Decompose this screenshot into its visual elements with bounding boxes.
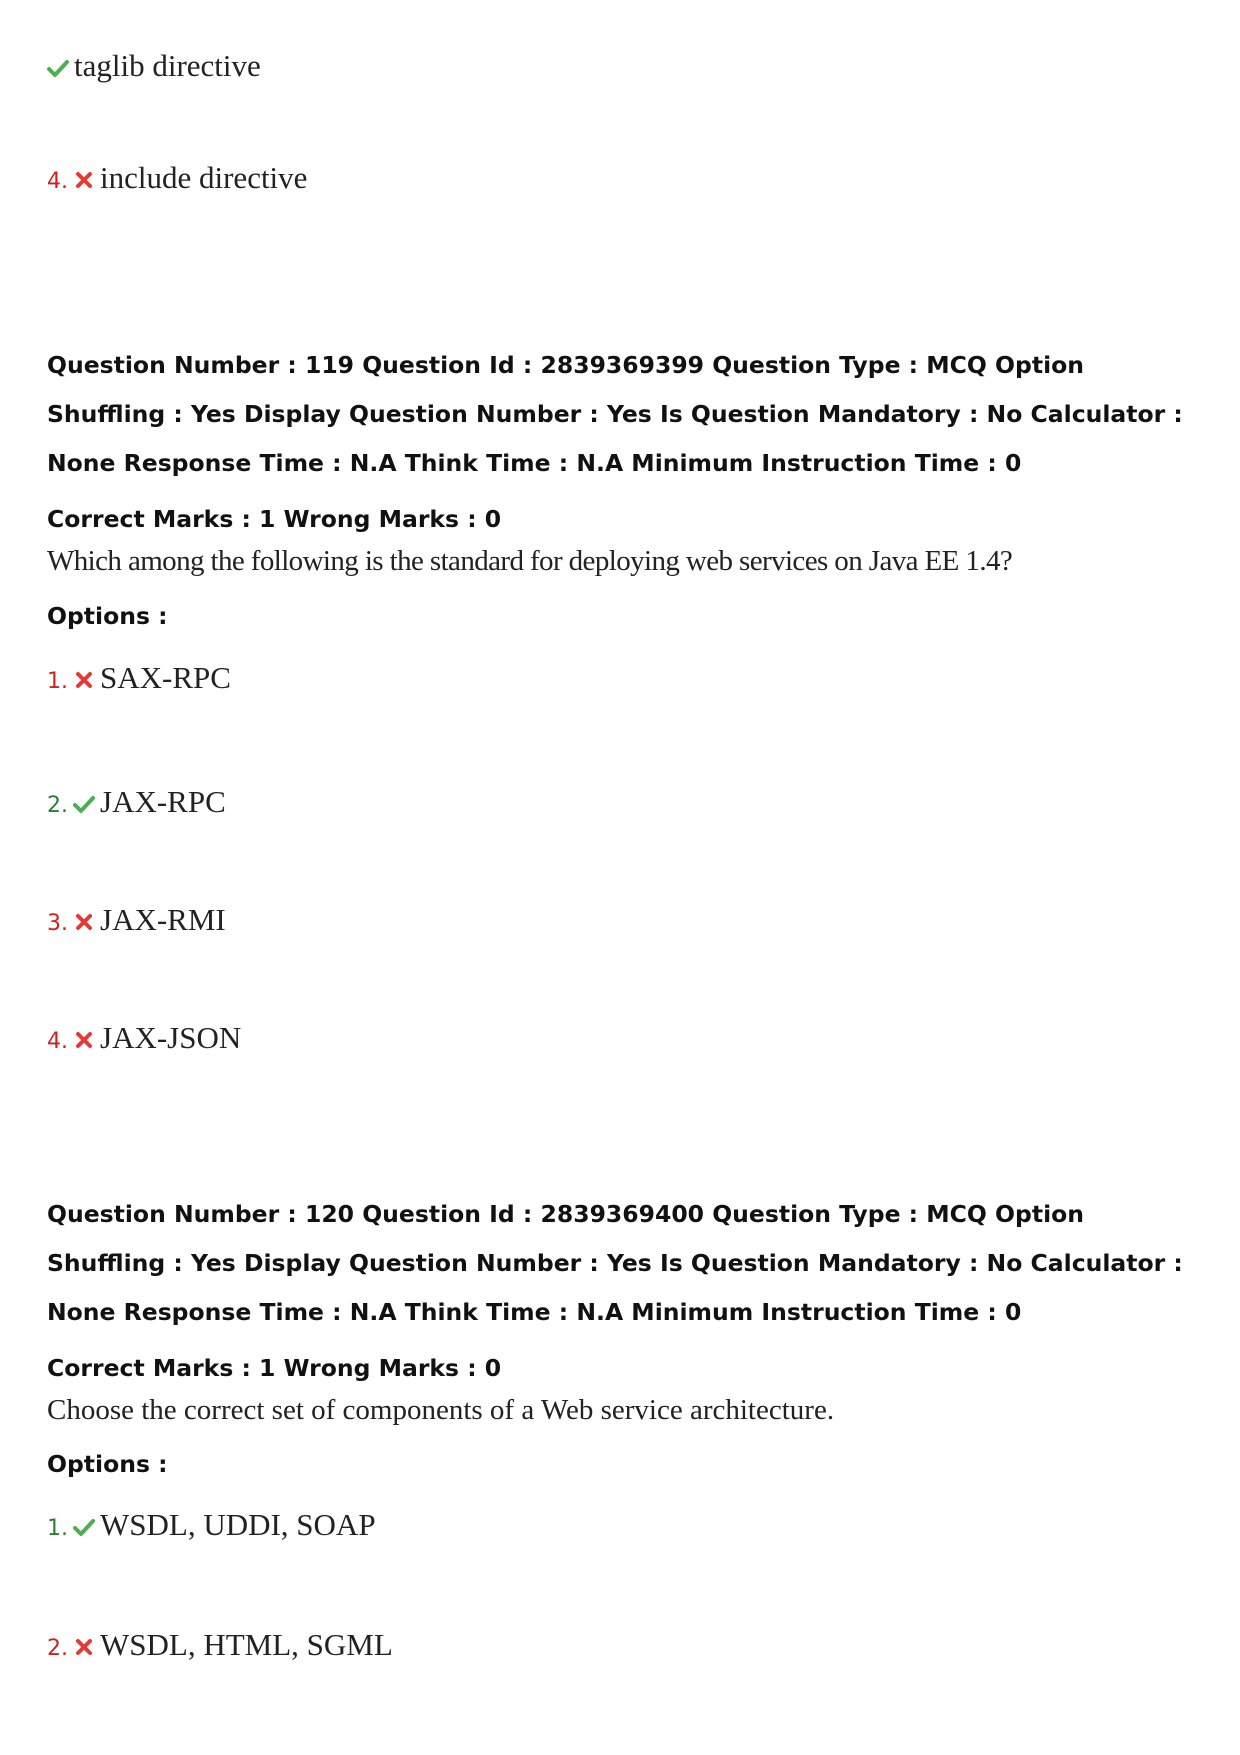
- cross-icon: [73, 1636, 95, 1658]
- option-number: 4.: [47, 1029, 68, 1054]
- q119-option-4: [47, 1020, 241, 1056]
- option-number: 1.: [47, 669, 68, 694]
- option-number: 4.: [47, 169, 68, 194]
- q119-option-3: [47, 902, 226, 938]
- option-text: JAX-RPC: [100, 784, 226, 819]
- question-119-meta: Question Number : 119 Question Id : 2839369399 Question Type : MCQ Option Shuffling : Yes Display Question Number : Yes Is Question Mandatory : No Calculator : None Response Time : N.A Think Time : N.A Minimum Instruction Time : 0: [47, 351, 1183, 477]
- q119-option-2: [47, 784, 226, 820]
- option-text: WSDL, HTML, SGML: [100, 1627, 393, 1662]
- cross-icon: [73, 911, 95, 933]
- prev-option-3: [47, 48, 261, 84]
- q120-option-1: [47, 1507, 376, 1543]
- option-number: 1.: [47, 1516, 68, 1541]
- prev-option-4: [47, 160, 307, 196]
- cross-icon: [73, 169, 95, 191]
- option-number: 2.: [47, 1636, 68, 1661]
- question-120-text: Choose the correct set of components of a Web service architecture.: [47, 1394, 835, 1426]
- question-119-text: Which among the following is the standard for deploying web services on Java EE 1.4?: [47, 545, 1013, 577]
- check-icon: [73, 793, 95, 815]
- cross-icon: [73, 669, 95, 691]
- option-number: 2.: [47, 793, 68, 818]
- option-text: JAX-RMI: [100, 902, 226, 937]
- question-119-marks: Correct Marks : 1 Wrong Marks : 0: [47, 505, 502, 533]
- check-icon: [47, 57, 69, 79]
- cross-icon: [73, 1029, 95, 1051]
- q119-option-1: [47, 660, 231, 696]
- question-119-options-label: Options :: [47, 602, 168, 630]
- check-icon: [73, 1516, 95, 1538]
- question-120-options-label: Options :: [47, 1450, 168, 1478]
- option-text: taglib directive: [74, 48, 261, 83]
- option-number: 3.: [47, 911, 68, 936]
- option-text: include directive: [100, 160, 308, 195]
- q120-option-2: [47, 1627, 393, 1663]
- question-120-marks: Correct Marks : 1 Wrong Marks : 0: [47, 1354, 502, 1382]
- question-120-meta: Question Number : 120 Question Id : 2839369400 Question Type : MCQ Option Shuffling : Yes Display Question Number : Yes Is Question Mandatory : No Calculator : None Response Time : N.A Think Time : N.A Minimum Instruction Time : 0: [47, 1200, 1183, 1326]
- option-text: WSDL, UDDI, SOAP: [100, 1507, 376, 1542]
- option-text: SAX-RPC: [100, 660, 231, 695]
- option-text: JAX-JSON: [100, 1020, 242, 1055]
